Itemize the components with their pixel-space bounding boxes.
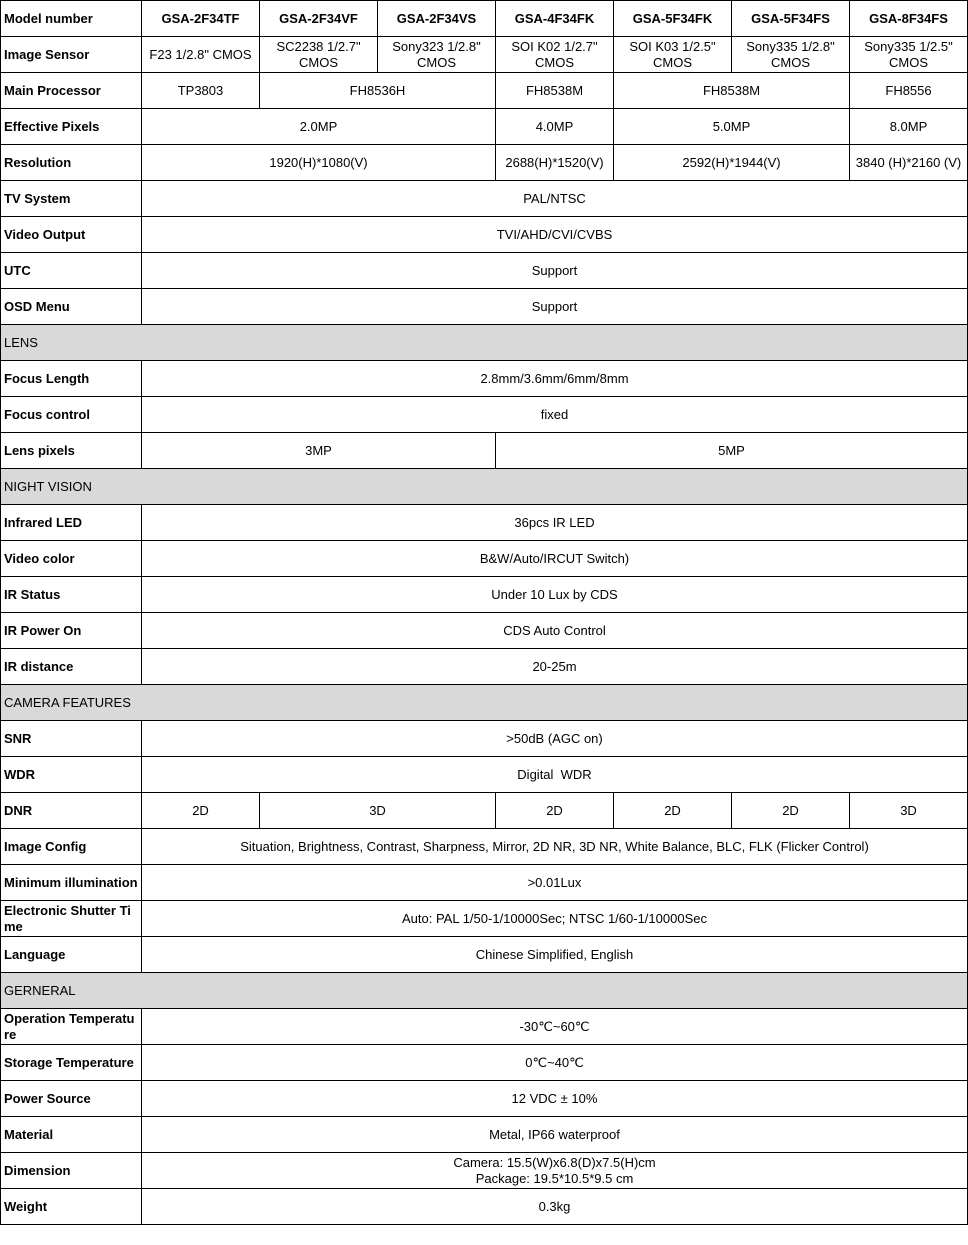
spec-value: Sony335 1/2.5" CMOS xyxy=(850,37,968,73)
section-header-lens xyxy=(1,325,968,361)
spec-row-image-config xyxy=(1,829,968,865)
section-title: LENS xyxy=(1,325,968,361)
spec-row-weight xyxy=(1,1189,968,1225)
spec-value: 5MP xyxy=(496,433,968,469)
row-label: Operation Temperature xyxy=(1,1009,142,1045)
spec-value: >50dB (AGC on) xyxy=(142,721,968,757)
spec-row-lens-pixels xyxy=(1,433,968,469)
spec-row-shutter-time xyxy=(1,901,968,937)
spec-value: 2D xyxy=(614,793,732,829)
spec-value: 3D xyxy=(260,793,496,829)
header-row xyxy=(1,1,968,37)
row-label: OSD Menu xyxy=(1,289,142,325)
spec-value: Support xyxy=(142,253,968,289)
spec-row-main-processor xyxy=(1,73,968,109)
spec-row-operation-temperature xyxy=(1,1009,968,1045)
spec-row-video-color xyxy=(1,541,968,577)
model-name: GSA-2F34TF xyxy=(142,1,260,37)
row-label: IR Power On xyxy=(1,613,142,649)
model-name: GSA-4F34FK xyxy=(496,1,614,37)
spec-value: F23 1/2.8" CMOS xyxy=(142,37,260,73)
spec-row-infrared-led xyxy=(1,505,968,541)
row-label: Weight xyxy=(1,1189,142,1225)
spec-value: 12 VDC ± 10% xyxy=(142,1081,968,1117)
row-label: Dimension xyxy=(1,1153,142,1189)
row-label: Power Source xyxy=(1,1081,142,1117)
spec-row-video-output xyxy=(1,217,968,253)
spec-value: Sony335 1/2.8" CMOS xyxy=(732,37,850,73)
model-name: GSA-2F34VS xyxy=(378,1,496,37)
section-header-camera-features xyxy=(1,685,968,721)
model-name: GSA-5F34FS xyxy=(732,1,850,37)
spec-value: SOI K03 1/2.5" CMOS xyxy=(614,37,732,73)
spec-value: TP3803 xyxy=(142,73,260,109)
row-label: Image Sensor xyxy=(1,37,142,73)
row-label: WDR xyxy=(1,757,142,793)
spec-row-tv-system xyxy=(1,181,968,217)
row-label: TV System xyxy=(1,181,142,217)
spec-value: 0.3kg xyxy=(142,1189,968,1225)
spec-value: 3MP xyxy=(142,433,496,469)
spec-row-wdr xyxy=(1,757,968,793)
spec-value: Auto: PAL 1/50-1/10000Sec; NTSC 1/60-1/10000Sec xyxy=(142,901,968,937)
spec-row-focus-length xyxy=(1,361,968,397)
section-title: GERNERAL xyxy=(1,973,968,1009)
spec-value: 2.8mm/3.6mm/6mm/8mm xyxy=(142,361,968,397)
section-title: CAMERA FEATURES xyxy=(1,685,968,721)
section-title: NIGHT VISION xyxy=(1,469,968,505)
row-label: Electronic Shutter Time xyxy=(1,901,142,937)
spec-value: Metal, IP66 waterproof xyxy=(142,1117,968,1153)
row-label: SNR xyxy=(1,721,142,757)
spec-value: FH8538M xyxy=(614,73,850,109)
spec-value: Digital WDR xyxy=(142,757,968,793)
row-label: Resolution xyxy=(1,145,142,181)
spec-value: FH8556 xyxy=(850,73,968,109)
spec-value: B&W/Auto/IRCUT Switch) xyxy=(142,541,968,577)
spec-value: 3D xyxy=(850,793,968,829)
row-label: DNR xyxy=(1,793,142,829)
spec-value: 2688(H)*1520(V) xyxy=(496,145,614,181)
spec-value: Under 10 Lux by CDS xyxy=(142,577,968,613)
model-name: GSA-8F34FS xyxy=(850,1,968,37)
spec-value: 2D xyxy=(142,793,260,829)
row-label: Main Processor xyxy=(1,73,142,109)
spec-value: >0.01Lux xyxy=(142,865,968,901)
section-header-night-vision xyxy=(1,469,968,505)
row-label: Minimum illumination xyxy=(1,865,142,901)
spec-value: TVI/AHD/CVI/CVBS xyxy=(142,217,968,253)
spec-row-min-illumination xyxy=(1,865,968,901)
spec-row-ir-power-on xyxy=(1,613,968,649)
spec-value: Chinese Simplified, English xyxy=(142,937,968,973)
spec-value: -30℃~60℃ xyxy=(142,1009,968,1045)
spec-value: 2.0MP xyxy=(142,109,496,145)
spec-value: SOI K02 1/2.7" CMOS xyxy=(496,37,614,73)
spec-row-language xyxy=(1,937,968,973)
spec-value: 0℃~40℃ xyxy=(142,1045,968,1081)
dimension-package: Package: 19.5*10.5*9.5 cm xyxy=(475,1170,634,1186)
row-label: Language xyxy=(1,937,142,973)
spec-value: SC2238 1/2.7" CMOS xyxy=(260,37,378,73)
section-header-general xyxy=(1,973,968,1009)
row-label: Infrared LED xyxy=(1,505,142,541)
row-label: Lens pixels xyxy=(1,433,142,469)
spec-value: 20-25m xyxy=(142,649,968,685)
spec-value: 5.0MP xyxy=(614,109,850,145)
spec-value: PAL/NTSC xyxy=(142,181,968,217)
row-label: Storage Temperature xyxy=(1,1045,142,1081)
spec-row-image-sensor xyxy=(1,37,968,73)
spec-row-resolution xyxy=(1,145,968,181)
spec-value: FH8538M xyxy=(496,73,614,109)
spec-value: 3840 (H)*2160 (V) xyxy=(850,145,968,181)
row-label: Focus control xyxy=(1,397,142,433)
spec-row-focus-control xyxy=(1,397,968,433)
dimension-camera: Camera: 15.5(W)x6.8(D)x7.5(H)cm xyxy=(453,1154,656,1170)
spec-row-dimension xyxy=(1,1153,968,1189)
row-label: Video Output xyxy=(1,217,142,253)
row-label: Material xyxy=(1,1117,142,1153)
model-name: GSA-2F34VF xyxy=(260,1,378,37)
spec-row-storage-temperature xyxy=(1,1045,968,1081)
spec-row-ir-distance xyxy=(1,649,968,685)
row-label: UTC xyxy=(1,253,142,289)
spec-row-snr xyxy=(1,721,968,757)
row-label: IR Status xyxy=(1,577,142,613)
spec-value: 2D xyxy=(732,793,850,829)
row-label: Effective Pixels xyxy=(1,109,142,145)
spec-value: fixed xyxy=(142,397,968,433)
spec-row-power-source xyxy=(1,1081,968,1117)
spec-value: 4.0MP xyxy=(496,109,614,145)
model-name: GSA-5F34FK xyxy=(614,1,732,37)
spec-value: Support xyxy=(142,289,968,325)
spec-value: FH8536H xyxy=(260,73,496,109)
spec-row-osd-menu xyxy=(1,289,968,325)
row-label: Image Config xyxy=(1,829,142,865)
spec-value: 8.0MP xyxy=(850,109,968,145)
spec-value: 2D xyxy=(496,793,614,829)
spec-value: 1920(H)*1080(V) xyxy=(142,145,496,181)
spec-value: CDS Auto Control xyxy=(142,613,968,649)
spec-value xyxy=(142,1153,968,1189)
row-label: Model number xyxy=(1,1,142,37)
row-label: Video color xyxy=(1,541,142,577)
spec-value: Sony323 1/2.8" CMOS xyxy=(378,37,496,73)
spec-row-material xyxy=(1,1117,968,1153)
spec-row-utc xyxy=(1,253,968,289)
spec-value: Situation, Brightness, Contrast, Sharpness, Mirror, 2D NR, 3D NR, White Balance, BLC, FLK (Flicker Control) xyxy=(142,829,968,865)
spec-row-effective-pixels xyxy=(1,109,968,145)
row-label: Focus Length xyxy=(1,361,142,397)
spec-row-ir-status xyxy=(1,577,968,613)
spec-value: 36pcs IR LED xyxy=(142,505,968,541)
row-label: IR distance xyxy=(1,649,142,685)
spec-value: 2592(H)*1944(V) xyxy=(614,145,850,181)
spec-row-dnr xyxy=(1,793,968,829)
